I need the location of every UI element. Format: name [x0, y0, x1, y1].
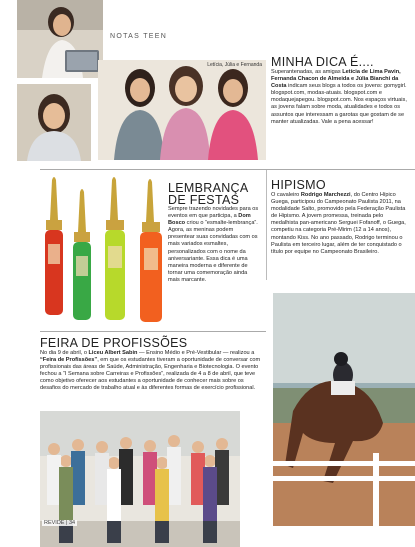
minha-dica-intro: Superantenadas, as amigas — [271, 69, 343, 75]
divider-vertical — [266, 170, 267, 280]
feira-event: “Feira de Profissões” — [40, 357, 98, 364]
hipismo-rider: Rodrigo Marchezzi — [300, 192, 351, 198]
page-number: 34 — [68, 520, 76, 526]
minha-dica-body — [271, 69, 411, 126]
minha-dica-names: Letícia de Lima Pavin, Fernanda Chacon de Almeida e Júlia Bianchi da Costa — [271, 69, 401, 90]
footer: REVIDE | 34 — [44, 520, 76, 526]
photo-three-friends — [98, 60, 266, 160]
hipismo-title: HIPISMO — [271, 178, 326, 192]
hipismo-body-a: O cavaleiro — [271, 192, 301, 198]
feira-title: FEIRA DE PROFISSÕES — [40, 336, 188, 350]
lembranca-body-a: Sempre trazendo novidades para os eventos em que participa, a — [168, 206, 259, 220]
section-label: NOTAS TEEN — [110, 33, 168, 40]
divider-top — [40, 169, 415, 170]
minha-dica-rest: indicam seus blogs a todos os jovens: gomygirl. blogspot.com, modas-atuais. blogspot.com e modaquejapegou. blogspot.com. Nos espaços virtuais, as jovens falam sobre moda, atualidades e todos os assuntos que interessam a garotas que gostam de se manter atualizadas. Vale a pena acessar! — [271, 83, 407, 125]
feira-body-c: , em que os estudantes tiveram a oportunidade de conversar com profissionais das áreas de Saúde, Administração, Engenharia e Biotecnologia. O evento fechou a “I Semana sobre Carreiras e Profissões”, realizada de 4 a 8 de abril, que teve como objetivo oferecer aos estudantes a oportunidade de conhecer mais sobre os desafios do mercado de trabalho atual e às diferentes formas de exercício profissional. — [40, 357, 261, 392]
lembranca-brand: Dom Bosco — [168, 213, 251, 227]
hipismo-body — [271, 192, 411, 256]
feira-body — [40, 350, 266, 393]
divider-bottom — [40, 331, 266, 332]
feira-school: Liceu Albert Sabin — [88, 350, 138, 356]
footer-label: REVIDE — [44, 520, 65, 526]
feira-body-b: — Ensino Médio e Pré-Vestibular — realizou a — [137, 350, 255, 356]
lembranca-body — [168, 206, 260, 284]
lembranca-title-line2: DE FESTAS — [168, 193, 240, 207]
photo-girl-laptop — [17, 0, 103, 78]
nail-polish-photo — [40, 172, 172, 327]
feira-body-a: No dia 9 de abril, o — [40, 350, 89, 356]
photo-caption: Letícia, Júlia e Fernanda — [207, 62, 262, 68]
horse-jump-photo — [273, 293, 415, 526]
photo-girl-portrait — [17, 84, 91, 161]
hipismo-body-b: , do Centro Hípico Guega, participou do Campeonato Paulista 2011, na modalidade Salto, promovido pela Federação Paulista de Hipismo. A jovem promessa, treinada pelo medalhista pan-americano Serguei Fofanoff, o Guega, competiu na categoria Pré-Mirim (12 a 14 anos), montando Kiss. No ano passado, Rodrigo terminou o Paulista em terceiro lugar, além de ter conquistado o título por equipe no Campeonato Brasileiro. — [271, 192, 406, 255]
lembranca-body-b: criou o “esmalte-lembrança”. Agora, as meninas podem presentear suas convidadas com os mais variados esmaltes, personalizados com o nome da aniversariante. Essa dica é uma maneira moderna e diferente de tornar uma comemoração ainda mais marcante. — [168, 220, 258, 283]
minha-dica-title: MINHA DICA É.... — [271, 55, 374, 69]
group-photo — [40, 411, 240, 547]
lembranca-title-line1: LEMBRANÇA — [168, 181, 249, 195]
